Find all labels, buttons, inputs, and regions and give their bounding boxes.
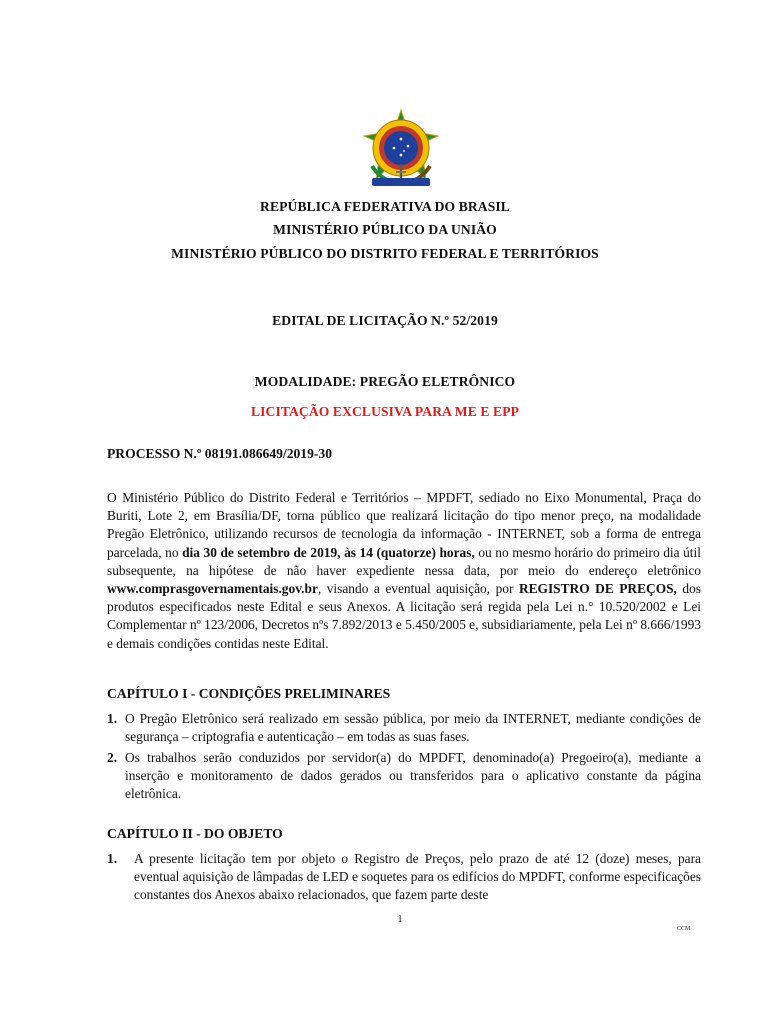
intro-text-1: O Ministério Público do Distrito Federal e Territórios – MPDFT, sediado no Eixo Monumental, Praça do Buriti, Lote 2, em Brasília/DF, torna público que realizará licitação do tipo menor preço, na modalidade Pregão Eletrônico, utilizando recursos de tecnologia da informação - INTERNET, sob a forma de entrega parcelada, no xyxy=(107,490,701,560)
chapter-1-item xyxy=(107,710,701,746)
intro-date-bold: dia 30 de setembro de 2019, às 14 (quatorze) horas, xyxy=(182,544,475,560)
edital-title: EDITAL DE LICITAÇÃO N.º 52/2019 xyxy=(272,313,498,328)
item-text: Os trabalhos serão conduzidos por servidor(a) do MPDFT, denominado(a) Pregoeiro(a), mediante a inserção e monitoramento de dados gerados ou transferidos para o aplicativo constante da página eletrônica. xyxy=(125,750,701,802)
coat-of-arms-emblem xyxy=(358,108,444,194)
intro-text-3: , visando a eventual aquisição, por xyxy=(317,581,519,597)
item-text: O Pregão Eletrônico será realizado em sessão pública, por meio da INTERNET, mediante condições de segurança – criptografia e autenticação – em todas as suas fases. xyxy=(125,711,701,745)
intro-text-4: dos produtos especificados neste Edital e seus Anexos. A licitação será regida pela Lei n.° 10.520/2002 e Lei Complementar nº 123/2006, Decretos nºs 7.892/2013 e 5.450/2005 e, subsidiariamente, pela Lei nº 8.666/1993 e demais condições contidas neste Edital. xyxy=(107,581,702,651)
processo-number: PROCESSO N.º 08191.086649/2019-30 xyxy=(107,446,333,461)
intro-paragraph xyxy=(107,489,701,653)
chapter-1-item xyxy=(107,749,701,804)
intro-text-2: ou no mesmo horário do primeiro dia útil subsequente, na hipótese de não haver expediente nessa data, por meio do endereço eletrônico xyxy=(107,544,701,578)
chapter-1-title: CAPÍTULO I - CONDIÇÕES PRELIMINARES xyxy=(107,686,391,701)
intro-registro-bold: REGISTRO DE PREÇOS, xyxy=(518,581,677,597)
header-line-republica: REPÚBLICA FEDERATIVA DO BRASIL xyxy=(260,199,510,214)
item-number: 2. xyxy=(107,750,118,765)
item-text: A presente licitação tem por objeto o Registro de Preços, pelo prazo de até 12 (doze) meses, para eventual aquisição de lâmpadas de LED e soquetes para os edifícios do MPDFT, conforme especificações constantes dos Anexos abaixo relacionados, que fazem parte deste xyxy=(134,851,701,903)
exclusiva-heading: LICITAÇÃO EXCLUSIVA PARA ME E EPP xyxy=(250,404,520,419)
intro-website-bold: www.comprasgovernamentais.gov.br xyxy=(107,581,318,597)
modalidade-heading: MODALIDADE: PREGÃO ELETRÔNICO xyxy=(254,374,516,389)
item-number: 1. xyxy=(107,851,118,866)
header-line-ministerio-uniao: MINISTÉRIO PÚBLICO DA UNIÃO xyxy=(273,222,497,237)
footer-code: CCM xyxy=(677,926,691,932)
chapter-2-item xyxy=(107,850,701,905)
chapter-2-title: CAPÍTULO II - DO OBJETO xyxy=(107,826,283,841)
brazil-coat-of-arms-icon xyxy=(358,108,444,194)
page-number: 1 xyxy=(397,914,403,925)
header-line-mpdft: MINISTÉRIO PÚBLICO DO DISTRITO FEDERAL E TERRITÓRIOS xyxy=(171,246,599,261)
item-number: 1. xyxy=(107,711,118,726)
